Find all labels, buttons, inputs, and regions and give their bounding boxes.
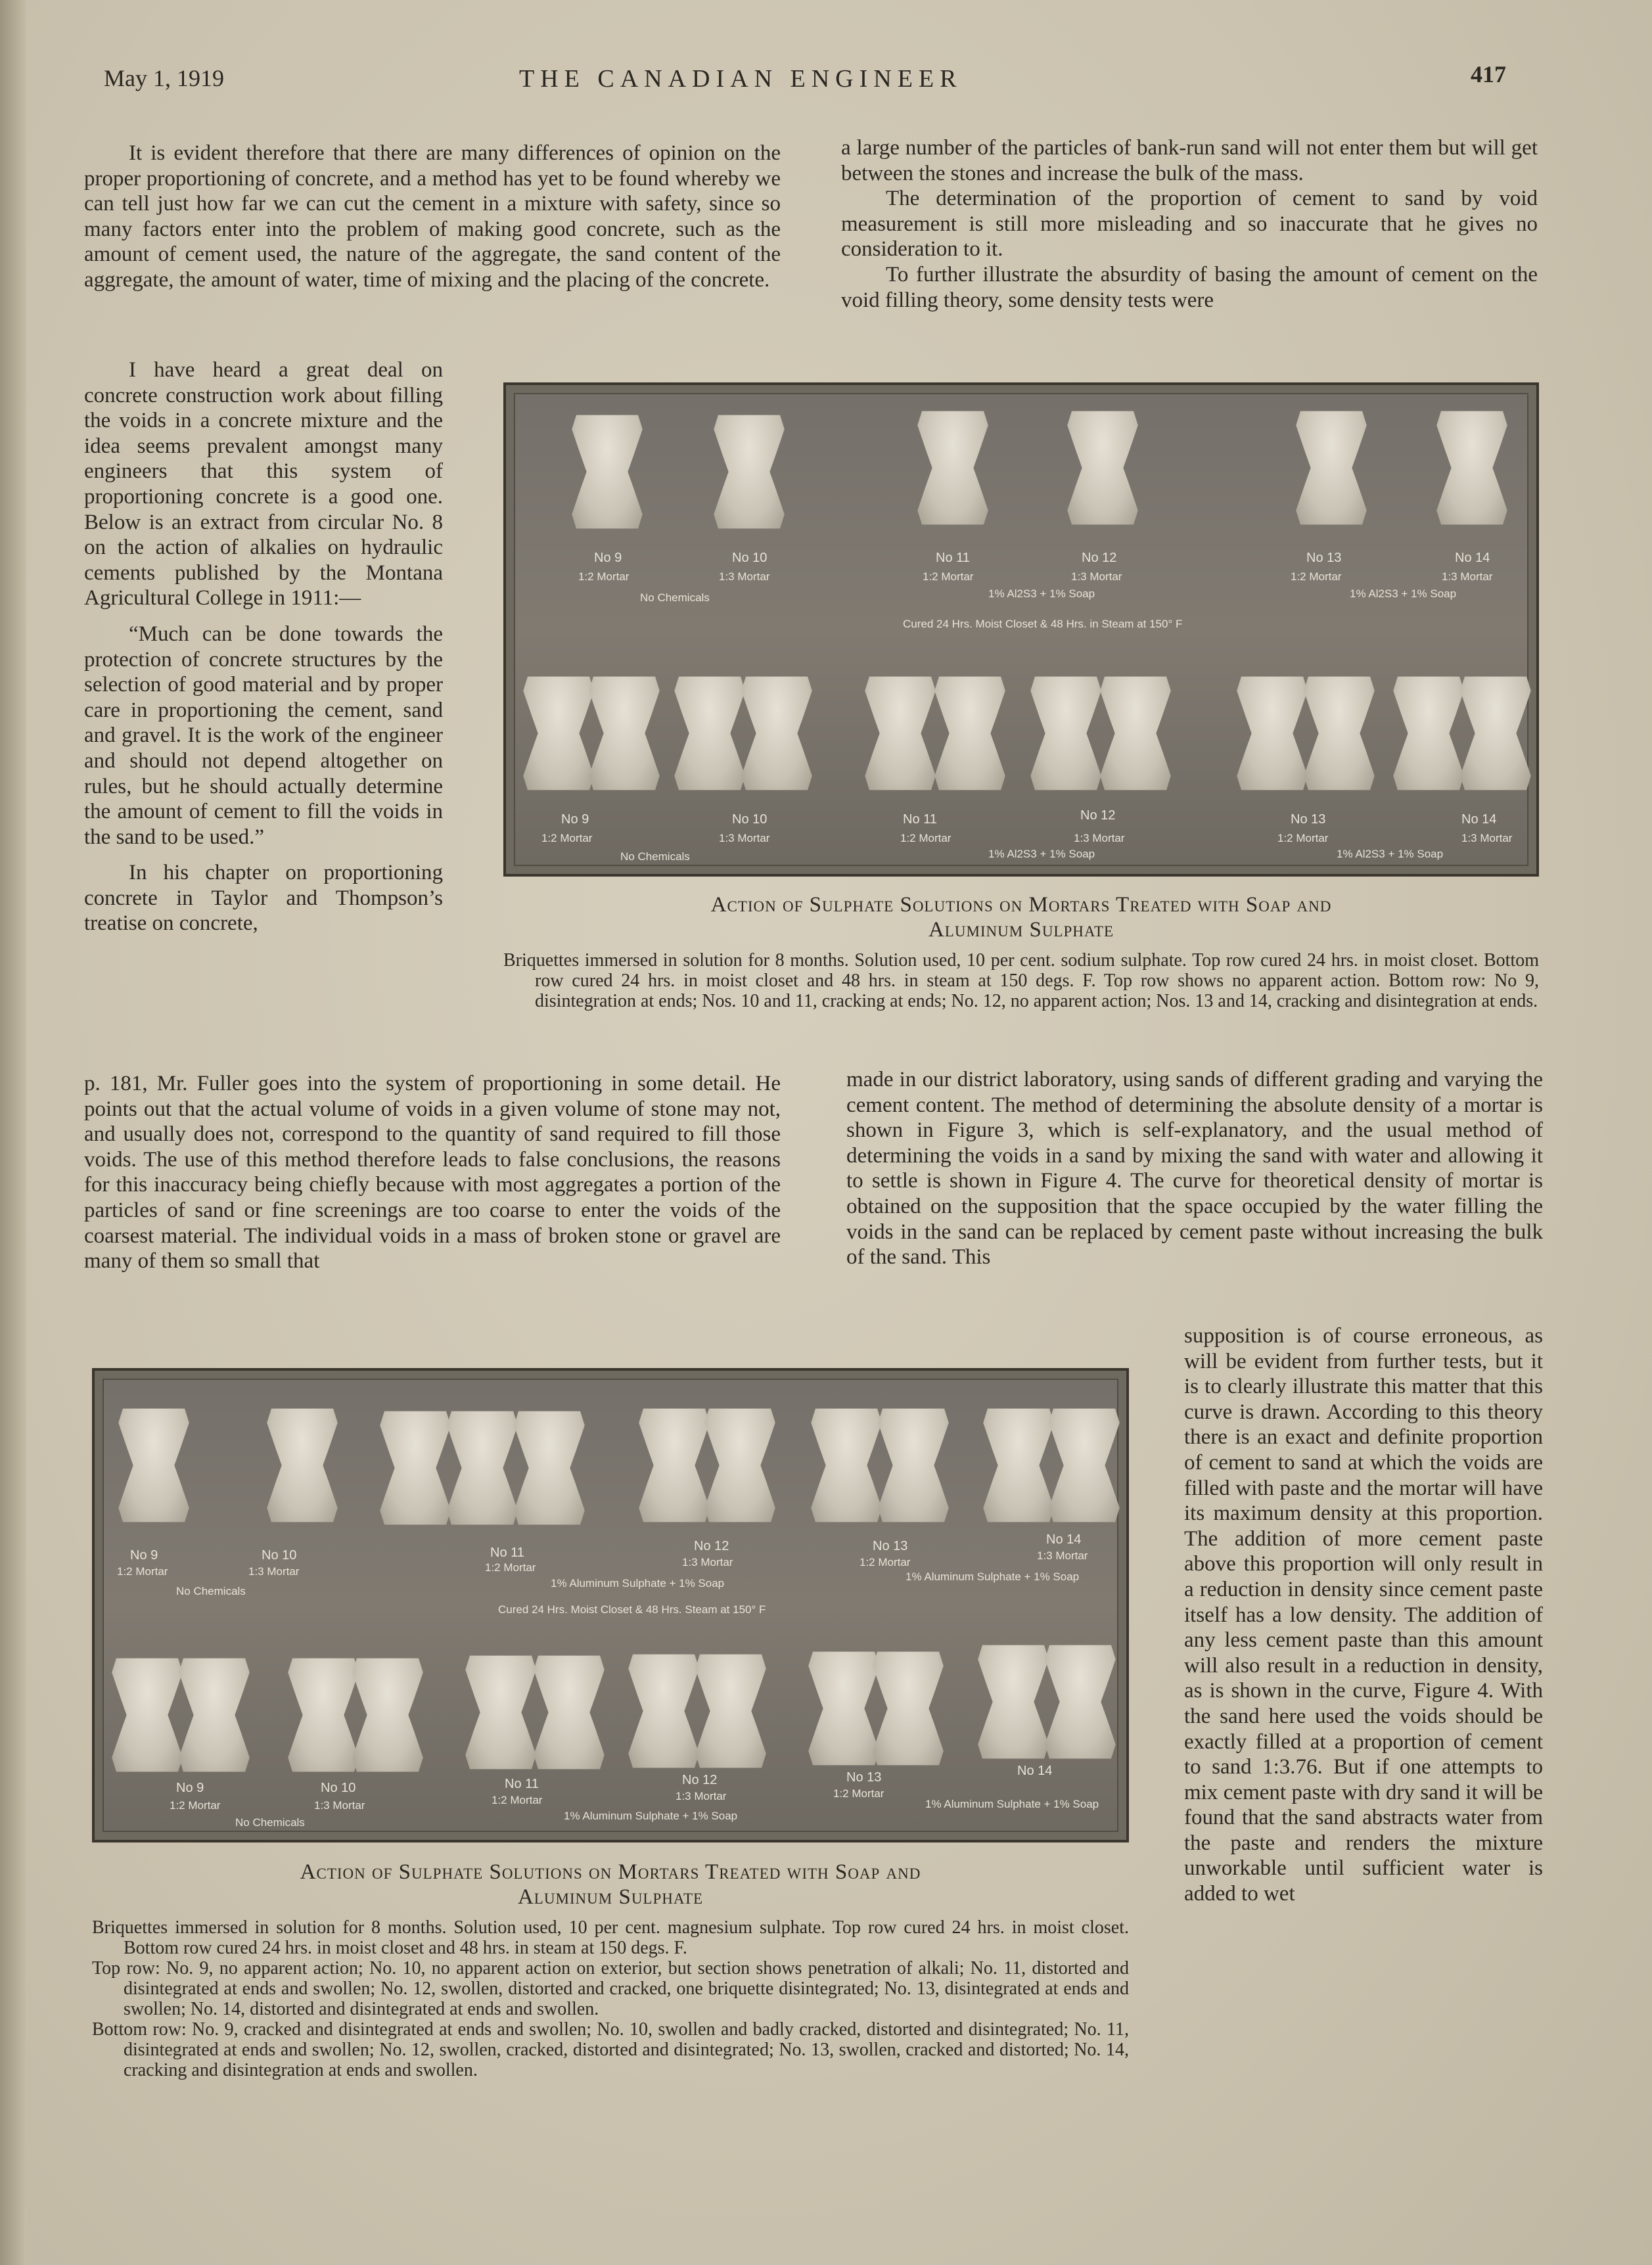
briquette: [351, 1656, 424, 1774]
label-no9: No 9: [561, 812, 589, 827]
label-mortar: 1:3 Mortar: [682, 1556, 733, 1568]
briquette: [916, 409, 990, 527]
label-no14: No 14: [1017, 1764, 1053, 1778]
page-spine: [0, 0, 26, 2265]
paragraph: In his chapter on proportioning concrete in Taylor and Thompson’s treatise on concrete,: [84, 861, 443, 936]
label-mortar: 1:2 Mortar: [1277, 832, 1329, 844]
briquette: [694, 1652, 768, 1770]
label-mortar: 1:3 Mortar: [719, 570, 770, 583]
figure2-title: Action of Sulphate Solutions on Mortars Treated with Soap and Aluminum Sulphate: [300, 1860, 921, 1909]
figure1-title: Action of Sulphate Solutions on Mortars Treated with Soap and Aluminum Sulphate: [710, 893, 1332, 942]
briquette: [446, 1409, 519, 1527]
briquette: [1435, 409, 1509, 527]
briquette: [982, 1406, 1055, 1524]
label-mortar: 1:2 Mortar: [1291, 570, 1342, 583]
narrow-column: [84, 357, 443, 936]
briquette: [1459, 674, 1532, 792]
column2-mid: [846, 1067, 1543, 1270]
header-page-number: 417: [1471, 61, 1506, 87]
paragraph: made in our district laboratory, using sands of different grading and varying the cement content. The method of determining the absolute density of a mortar is shown in Figure 3, which is self-explanatory, and the usual method of determining the voids in a sand by mixing the sand with water and allowing it to settle is shown in Figure 4. The curve for theoretical density of mortar is obtained on the supposition that the space occupied by the water filling the voids in the sand can be replaced by cement paste without increasing the bulk of the sand. This: [846, 1068, 1543, 1270]
briquette: [379, 1409, 452, 1527]
briquette: [587, 674, 661, 792]
briquette: [976, 1643, 1050, 1761]
label-additive: 1% Al2S3 + 1% Soap: [1337, 848, 1444, 860]
briquette: [464, 1653, 538, 1772]
paragraph: The determination of the proportion of cement to sand by void measurement is still more misleading and so inaccurate that he gives no consideration to it.: [841, 187, 1538, 262]
paragraph: supposition is of course erroneous, as will be evident from further tests, but it is to clearly illustrate this matter that this curve is drawn. According to this theory there is an exact and definite proportion of cement to sand at which the voids are filled with paste and the mortar will have its maximum density at this proportion. The addition of more cement paste above this proportion will only result in a reduction in density since cement paste itself has a low density. The addition of any less cement paste than this amount will also result in a reduction in density, as is shown in the curve, Figure 4. With the sand here used the voids should be exactly filled at a proportion of cement to sand 1:3.76. But if one attempts to mix cement paste with dry sand it will be found that the sand abstracts water from the paste and renders the mixture unworkable until sufficient water is added to wet: [1184, 1324, 1543, 1906]
label-additive: 1% Al2S3 + 1% Soap: [1350, 587, 1457, 600]
label-no13: No 13: [1306, 551, 1342, 565]
label-mortar: 1:3 Mortar: [1071, 570, 1122, 583]
briquette: [570, 413, 644, 531]
label-mortar: 1:3 Mortar: [1461, 832, 1513, 844]
briquette: [1029, 674, 1103, 792]
label-additive: 1% Al2S3 + 1% Soap: [988, 848, 1095, 860]
label-no12: No 12: [1082, 551, 1117, 565]
label-additive: 1% Aluminum Sulphate + 1% Soap: [564, 1810, 738, 1822]
briquette: [740, 674, 814, 792]
briquette: [1047, 1406, 1121, 1524]
briquette: [673, 674, 746, 792]
briquette: [265, 1406, 339, 1524]
label-additive: 1% Aluminum Sulphate + 1% Soap: [906, 1570, 1080, 1583]
label-no11: No 11: [903, 812, 937, 827]
paragraph: To further illustrate the absurdity of basing the amount of cement on the void filling theory, some density tests were: [841, 262, 1538, 312]
label-mortar: 1:3 Mortar: [1037, 1549, 1088, 1562]
label-mortar: 1:3 Mortar: [719, 832, 770, 844]
figure2-photo: [92, 1368, 1129, 1842]
briquette: [871, 1649, 945, 1768]
label-no12: No 12: [1080, 808, 1116, 823]
briquette: [522, 674, 595, 792]
label-no10: No 10: [321, 1781, 356, 1795]
briquette: [1295, 409, 1368, 527]
figure1-caption: Briquettes immersed in solution for 8 months. Solution used, 10 per cent. sodium sulphate. Top row cured 24 hrs. in moist closet. Bottom row cured 24 hrs. in moist closet and 48 hrs. in steam at 150 degs. F. Top row shows no apparent action. Bottom row: No 9, disintegration at ends; Nos. 10 and 11, cracking at ends; No. 12, no apparent action; Nos. 13 and 14, cracking and disintegration at ends.: [503, 950, 1539, 1011]
label-mortar: 1:2 Mortar: [541, 832, 593, 844]
label-no13: No 13: [873, 1539, 908, 1553]
label-no9: No 9: [176, 1781, 204, 1795]
briquette: [933, 674, 1007, 792]
briquette: [810, 1406, 883, 1524]
label-mortar: 1:3 Mortar: [314, 1799, 365, 1812]
figure1-photo: [503, 382, 1539, 877]
column1-mid: [84, 1071, 781, 1274]
label-no9: No 9: [130, 1548, 158, 1563]
label-no-chemicals: No Chemicals: [620, 850, 690, 863]
label-mortar: 1:2 Mortar: [492, 1794, 543, 1806]
label-no11: No 11: [505, 1777, 539, 1791]
briquette: [627, 1652, 700, 1770]
label-mortar: 1:2 Mortar: [900, 832, 952, 844]
quote-paragraph: “Much can be done towards the protection of concrete structures by the selection of good material and by proper care in proportioning the cement, sand and gravel. It is the work of the engineer and should not depend altogether on rules, but he should actually determine the amount of cement to fill the voids in the sand to be used.”: [84, 622, 443, 849]
header-date: May 1, 1919: [104, 65, 224, 91]
briquette: [532, 1653, 606, 1772]
briquette: [117, 1406, 191, 1524]
label-additive: 1% Al2S3 + 1% Soap: [988, 587, 1095, 600]
briquette: [287, 1656, 360, 1774]
paragraph: It is evident therefore that there are many differences of opinion on the proper proportioning of concrete, and a method has yet to be found whereby we can tell just how far we can cut the cement in a mixture with safety, since so many factors enter into the problem of making good concrete, such as the amount of cement used, the nature of the aggregate, the sand content of the aggregate, the amount of water, time of mixing and the placing of the concrete.: [84, 141, 781, 292]
label-no9: No 9: [594, 551, 622, 565]
column1-top: [84, 141, 781, 293]
label-no13: No 13: [1291, 812, 1326, 827]
briquette: [1099, 674, 1172, 792]
label-no14: No 14: [1455, 551, 1490, 565]
column2-top: [841, 135, 1538, 313]
header-journal-title: THE CANADIAN ENGINEER: [519, 65, 963, 93]
briquette: [863, 674, 937, 792]
label-no11: No 11: [490, 1545, 524, 1560]
paragraph: a large number of the particles of bank-run sand will not enter them but will get between the stones and increase the bulk of the mass.: [841, 136, 1538, 185]
label-curing: Cured 24 Hrs. Moist Closet & 48 Hrs. Steam at 150° F: [498, 1603, 766, 1616]
briquette: [1066, 409, 1139, 527]
label-mortar: 1:3 Mortar: [248, 1565, 300, 1578]
briquette: [877, 1406, 950, 1524]
label-mortar: 1:3 Mortar: [676, 1790, 727, 1802]
paragraph: p. 181, Mr. Fuller goes into the system of proportioning in some detail. He points out that the actual volume of voids in a given volume of stone may not, and usually does not, correspond to the quantity of sand required to fill those voids. The use of this method therefore leads to false conclusions, the reasons for this inaccuracy being chiefly because with most aggregates a portion of the particles of sand or fine screenings are too coarse to enter the voids of the coarsest material. The individual voids in a mass of broken stone or gravel are many of them so small that: [84, 1072, 781, 1273]
label-mortar: 1:2 Mortar: [485, 1561, 536, 1574]
briquette: [1302, 674, 1376, 792]
label-no-chemicals: No Chemicals: [235, 1816, 305, 1829]
briquette: [177, 1656, 251, 1774]
briquette: [1235, 674, 1309, 792]
column2-narrow: [1184, 1323, 1543, 1907]
label-no-chemicals: No Chemicals: [176, 1585, 246, 1597]
label-mortar: 1:2 Mortar: [170, 1799, 221, 1812]
label-additive: 1% Aluminum Sulphate + 1% Soap: [551, 1577, 725, 1590]
briquette: [712, 413, 786, 531]
briquette: [637, 1406, 711, 1524]
label-additive: 1% Aluminum Sulphate + 1% Soap: [925, 1798, 1099, 1810]
label-no-chemicals: No Chemicals: [640, 591, 710, 604]
label-curing: Cured 24 Hrs. Moist Closet & 48 Hrs. in Steam at 150° F: [903, 618, 1183, 630]
briquette: [807, 1649, 881, 1768]
label-no10: No 10: [732, 551, 768, 565]
label-no12: No 12: [682, 1773, 718, 1787]
label-no14: No 14: [1461, 812, 1497, 827]
briquette: [1392, 674, 1465, 792]
label-mortar: 1:3 Mortar: [1074, 832, 1125, 844]
label-mortar: 1:3 Mortar: [1442, 570, 1493, 583]
briquette: [513, 1409, 586, 1527]
paragraph: I have heard a great deal on concrete construction work about filling the voids in a concrete mixture and the idea seems prevalent amongst many engineers that this system of proportioning concrete is a good one. Below is an extract from circular No. 8 on the action of alkalies on hydraulic cements published by the Montana Agricultural College in 1911:—: [84, 358, 443, 610]
briquette: [1044, 1643, 1117, 1761]
label-mortar: 1:2 Mortar: [923, 570, 974, 583]
label-mortar: 1:2 Mortar: [860, 1556, 911, 1568]
label-no14: No 14: [1046, 1532, 1082, 1547]
label-no13: No 13: [846, 1770, 882, 1785]
label-no10: No 10: [732, 812, 768, 827]
label-mortar: 1:2 Mortar: [833, 1787, 884, 1800]
briquette: [110, 1656, 184, 1774]
label-mortar: 1:2 Mortar: [578, 570, 630, 583]
briquette: [703, 1406, 777, 1524]
label-no11: No 11: [936, 551, 970, 565]
label-no12: No 12: [694, 1539, 729, 1553]
figure2-caption: Briquettes immersed in solution for 8 months. Solution used, 10 per cent. magnesium sulphate. Top row cured 24 hrs. in moist closet. Bottom row cured 24 hrs. in moist closet and 48 hrs. in steam at 150 degs. F. Top row: No. 9, no apparent action; No. 10, no apparent action on exterior, but section shows penetration of alkali; No. 11, distorted and disintegrated at ends and swollen; No. 12, swollen, distorted and cracked, one briquette disintegrated; No. 13, disintegrated at ends and swollen; No. 14, distorted and disintegrated at ends and swollen. Bottom row: No. 9, cracked and disintegrated at ends and swollen; No. 10, swollen and badly cracked, distorted and disintegrated; No. 11, disintegrated at ends and swollen; No. 12, swollen, cracked, distorted and disintegrated; No. 13, swollen, cracked and distorted; No. 14, cracking and disintegration at ends and swollen.: [92, 1917, 1129, 2080]
label-no10: No 10: [262, 1548, 297, 1563]
label-mortar: 1:2 Mortar: [117, 1565, 168, 1578]
